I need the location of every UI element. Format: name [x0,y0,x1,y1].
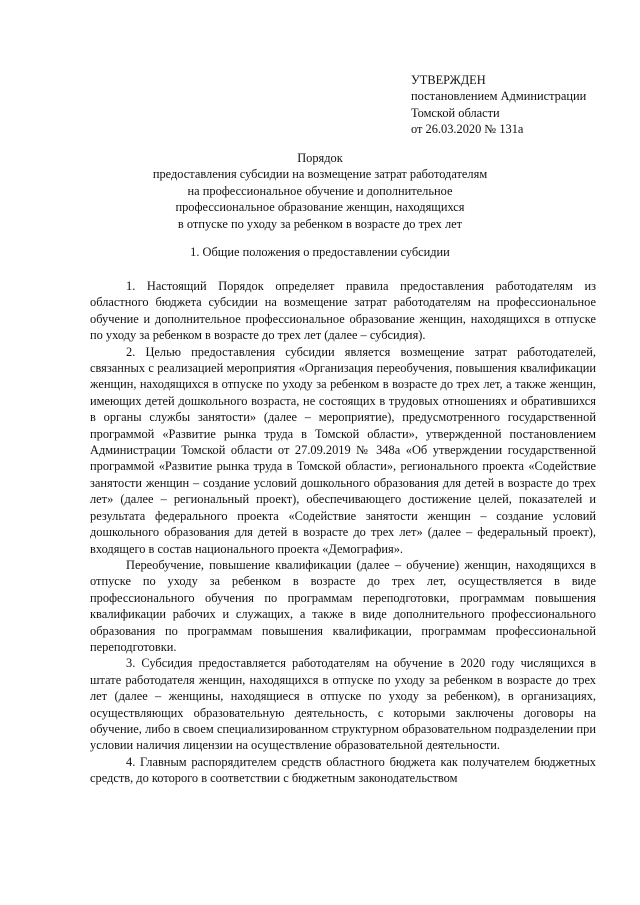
section-heading: 1. Общие положения о предоставлении субсидии [190,245,450,259]
title-line: на профессиональное обучение и дополнительное [187,183,453,198]
document-body [90,278,596,787]
paragraph: 4. Главным распорядителем средств областного бюджета как получателем бюджетных средств, до которого в соответствии с бюджетным законодательством [90,754,596,786]
approval-line: Томской области [411,105,500,120]
title-line: предоставления субсидии на возмещение затрат работодателям [152,167,488,182]
paragraph: 2. Целью предоставления субсидии является возмещение затрат работодателей, связанных с реализацией мероприятия «Организация переобучения, повышения квалификации женщин, находящихся в отпуске по уходу за ребенком в возрасте до трех лет, а также женщин, имеющих детей дошкольного возраста, не состоящих в трудовых отношениях и обратившихся в органы службы занятости» (далее – мероприятие), предусмотренного государственной программой «Развитие рынка труда в Томской области», утвержденной постановлением Администрации Томской области от 27.09.2019 № 348а «Об утверждении государственной программой «Развитие рынка труда в Томской области», регионального проекта «Содействие занятости женщин – создание условий дошкольного образования для детей в возрасте до трех лет» (далее – региональный проект), обеспечивающего достижение целей, показателей и результата федерального проекта «Содействие занятости женщин – создание условий дошкольного образования для детей в возрасте до трех лет» (далее – федеральный проект), входящего в состав национального проекта «Демография». [90,344,596,556]
approval-line: постановлением Администрации [411,89,587,104]
title-line: профессиональное образование женщин, находящихся [175,200,465,215]
document-title [0,150,640,232]
title-line: Порядок [297,151,343,165]
paragraph: Переобучение, повышение квалификации (далее – обучение) женщин, находящихся в отпуске по уходу за ребенком в возрасте до трех лет, осуществляется в виде профессионального обучения по программам переподготовки, программам повышения квалификации рабочих и служащих, а также в виде дополнительного профессионального образования по программам повышения квалификации, программам профессиональной переподготовки. [90,557,596,654]
approval-title: УТВЕРЖДЕН [411,73,486,87]
title-line: в отпуске по уходу за ребенком в возрасте до трех лет [177,216,463,231]
paragraph: 3. Субсидия предоставляется работодателям на обучение в 2020 году числящихся в штате работодателя женщин, находящихся в отпуске по уходу за ребенком в возрасте до трех лет (далее – женщины, находящиеся в отпуске по уходу за ребенком), в организациях, осуществляющих образовательную деятельность, с которыми заключены договоры на обучение, либо в своем специализированном структурном образовательном подразделении при условии наличия лицензии на осуществление образовательной деятельности. [90,656,596,753]
approval-stamp [411,72,631,138]
approval-date: от 26.03.2020 № 131а [411,122,524,137]
paragraph: 1. Настоящий Порядок определяет правила предоставления работодателям из областного бюджета субсидии на возмещение затрат работодателям на профессиональное обучение и дополнительное профессиональное образование женщин, находящихся в отпуске по уходу за ребенком в возрасте до трех лет (далее – субсидия). [90,279,596,343]
